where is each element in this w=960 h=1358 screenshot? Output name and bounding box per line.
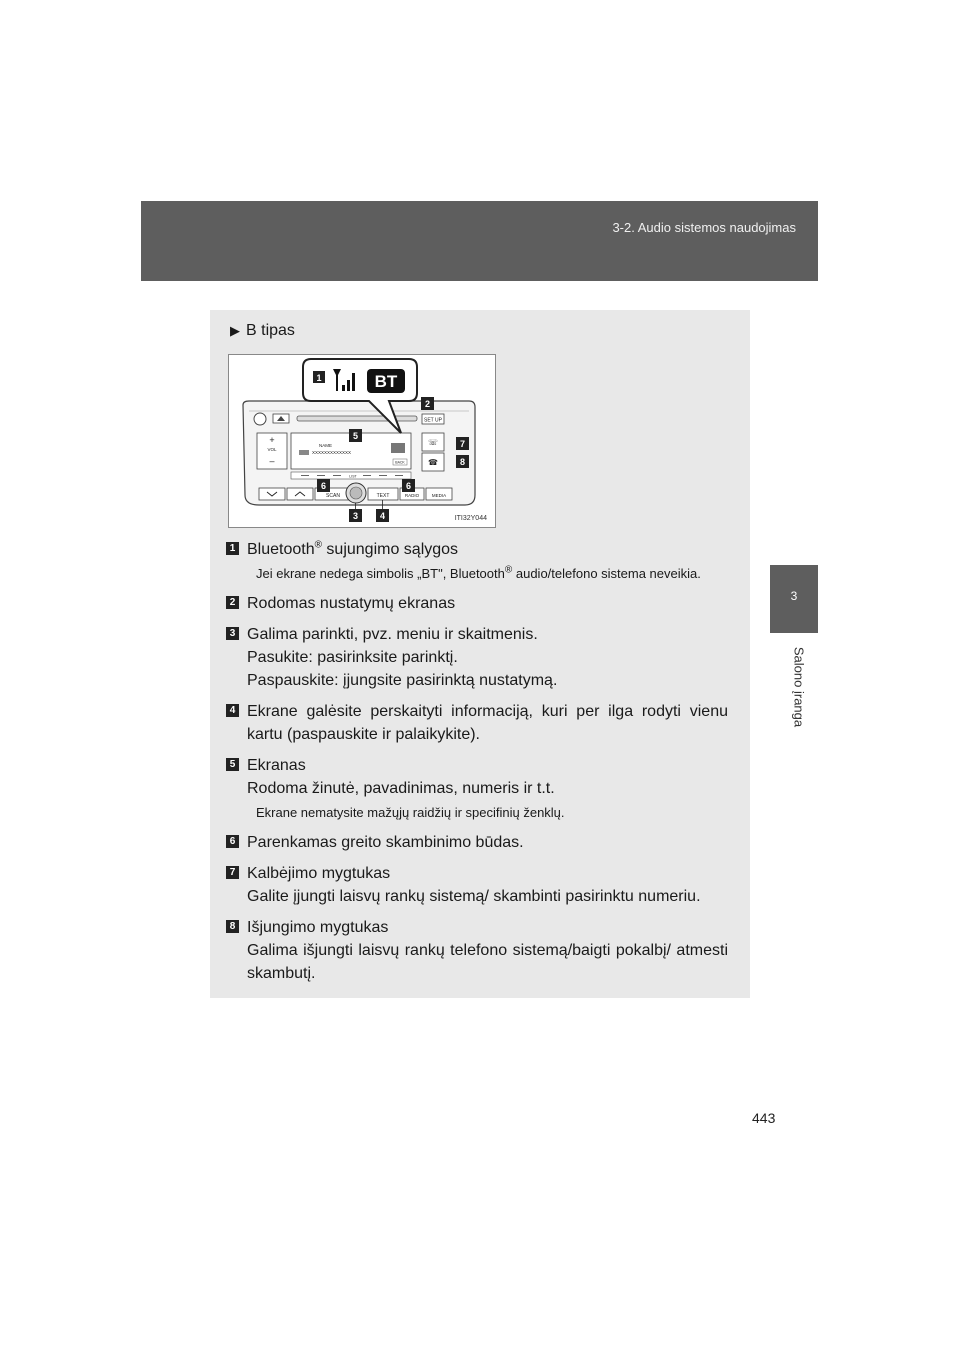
svg-text:8: 8 — [459, 457, 466, 467]
list-item — [226, 538, 728, 584]
section-heading — [230, 322, 295, 340]
phone-hangup-icon: ☎ — [428, 458, 438, 467]
svg-text:3: 3 — [352, 511, 359, 521]
item-line: Rodoma žinutė, pavadinimas, numeris ir t.t. — [247, 780, 555, 797]
radio-label: RADIO — [404, 493, 420, 498]
item-title: Kalbėjimo mygtukas — [247, 865, 391, 882]
chapter-header — [141, 201, 818, 281]
content-box — [210, 310, 750, 998]
section-heading-text: B tipas — [246, 322, 295, 339]
list-item — [226, 916, 728, 985]
phone-pickup-icon: ☏ — [427, 438, 439, 447]
list-item — [226, 700, 728, 746]
seek-down-button[interactable] — [259, 488, 285, 500]
figure-code: ITI32Y044 — [454, 515, 487, 522]
chapter-tab — [770, 565, 818, 633]
item-line: Galite įjungti laisvų rankų sistemą/ skambinti pasirinktu numeriu. — [247, 888, 701, 905]
audio-panel-illustration — [229, 355, 495, 527]
item-title: Išjungimo mygtukas — [247, 919, 389, 936]
svg-text:+: + — [269, 435, 275, 445]
svg-text:2: 2 — [424, 399, 431, 409]
bt-icon-text: BT — [374, 372, 398, 391]
svg-text:4: 4 — [379, 511, 386, 521]
back-label: BACK — [395, 460, 405, 465]
triangle-bullet-icon: ▶ — [230, 323, 240, 338]
list-item — [226, 754, 728, 823]
chapter-side-label — [789, 632, 809, 742]
page-number: 443 — [752, 1110, 776, 1126]
svg-text:1: 1 — [316, 373, 322, 383]
vol-label: VOL — [267, 447, 277, 452]
item-line: Pasukite: pasirinksite parinktį. — [247, 649, 458, 666]
list-item — [226, 623, 728, 692]
svg-text:6: 6 — [320, 481, 327, 491]
seek-up-button[interactable] — [287, 488, 313, 500]
scan-label: SCAN — [326, 493, 340, 499]
audio-panel-figure — [228, 354, 496, 528]
svg-text:6: 6 — [405, 481, 412, 491]
setup-button-label: SET UP — [424, 417, 442, 424]
item-number-badge: 3 — [226, 627, 239, 640]
item-number-badge: 2 — [226, 596, 239, 609]
power-knob-icon — [254, 413, 266, 425]
chapter-title: 3-2. Audio sistemos naudojimas — [612, 220, 796, 235]
item-number-badge: 8 — [226, 920, 239, 933]
item-line: Galima išjungti laisvų rankų telefono sistemą/baigti pokalbį/ atmesti skambutį. — [247, 942, 728, 982]
item-title: Ekrane galėsite perskaityti informaciją, kuri per ilga rodyti vienu kartu (paspauskite ir palaikykite). — [247, 703, 728, 743]
item-title: Parenkamas greito skambinimo būdas. — [247, 834, 524, 851]
display-name: NAME — [319, 443, 333, 448]
svg-text:5: 5 — [352, 431, 359, 441]
item-number-badge: 5 — [226, 758, 239, 771]
media-label: MEDIA — [431, 493, 447, 498]
svg-text:–: – — [269, 456, 275, 466]
item-number-badge: 7 — [226, 866, 239, 879]
chapter-side-label-text: Salono įranga — [791, 646, 807, 728]
item-list — [226, 538, 728, 993]
item-title: Bluetooth® sujungimo sąlygos — [247, 539, 459, 558]
list-item — [226, 831, 728, 854]
disc-slot — [297, 416, 417, 421]
item-number-badge: 6 — [226, 835, 239, 848]
item-line: Paspauskite: įjungsite pasirinktą nustatymą. — [247, 672, 558, 689]
item-number-badge: 4 — [226, 704, 239, 717]
list-item — [226, 592, 728, 615]
chapter-tab-number: 3 — [790, 589, 798, 603]
item-title: Ekranas — [247, 757, 306, 774]
list-label: LIST — [349, 474, 357, 479]
item-note: Ekrane nematysite mažųjų raidžių ir specifinių ženklų. — [256, 805, 565, 820]
display-digits: XXXXXXXXXXXXX — [312, 450, 352, 455]
list-item — [226, 862, 728, 908]
item-title: Galima parinkti, pvz. meniu ir skaitmenis. — [247, 626, 538, 643]
text-label: TEXT — [376, 493, 390, 499]
item-number-badge: 1 — [226, 542, 239, 555]
item-title: Rodomas nustatymų ekranas — [247, 595, 456, 612]
item-note: Jei ekrane nedega simbolis „BT", Bluetooth® audio/telefono sistema neveikia. — [256, 564, 701, 581]
svg-text:7: 7 — [459, 439, 466, 449]
bt-indicator-icon — [391, 443, 405, 453]
